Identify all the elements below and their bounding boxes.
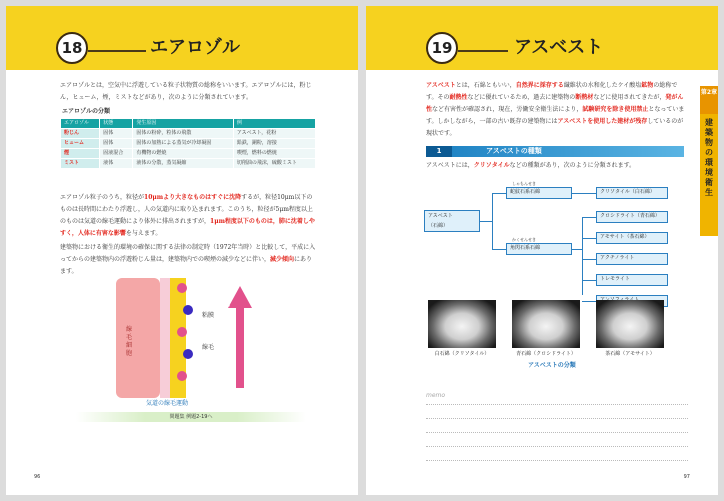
table-cell: 固体の加熱による蒸気が冷却凝固: [133, 139, 234, 149]
table-header-cell: エアロゾル: [61, 119, 100, 129]
highlight-text: 試験研究を除き使用禁止: [582, 106, 649, 113]
text-segment: アスベストには，: [426, 162, 474, 169]
table-cell: 喫煙，燃料の燃焼: [233, 149, 315, 159]
tree-connector: [582, 259, 596, 260]
tree-connector: [572, 249, 582, 250]
particle-dot: [177, 371, 187, 381]
highlight-text: 鉱物: [641, 82, 654, 89]
title-rule: [88, 50, 146, 52]
text-segment: の総称です。その: [426, 82, 678, 101]
highlight-text: 減少傾向: [270, 256, 295, 263]
cilia-cells-label: 線毛細胞: [126, 326, 133, 357]
section-number: 1: [426, 146, 452, 157]
tree-root-box: アスベスト （石綿）: [424, 210, 480, 232]
highlight-text: 断熱材: [575, 94, 594, 101]
tree-connector: [492, 249, 506, 250]
tree-connector: [582, 238, 596, 239]
text-segment: にあります。: [60, 256, 313, 275]
branch2-reading: かくせんせき: [512, 237, 536, 242]
table-cell: 有機物の燃焼: [133, 149, 234, 159]
memo-line[interactable]: [426, 460, 688, 461]
table-header-cell: 状態: [100, 119, 133, 129]
photo-caption: 青石綿（クロシドライト）: [516, 351, 576, 357]
figure-caption: 気道の線毛運動: [146, 400, 189, 407]
table-cell: 鉛鉄，銅粉，溶接: [233, 139, 315, 149]
text-segment: とは，石綿ともいい，: [455, 82, 516, 89]
section-intro: [426, 160, 688, 172]
chapter-sidebar-title: 建築物の環境衛生: [705, 118, 713, 197]
table-row: [61, 149, 316, 159]
text-segment: 繊維状の水和化したケイ酸塩: [563, 82, 642, 89]
text-segment: などに使用されてきたが，: [593, 94, 666, 101]
table-cell: 煙: [61, 149, 100, 159]
tree-connector: [582, 301, 596, 302]
highlight-text: 1μm程度以下のものは，肺に沈着しやすく，人体に有害な影響: [60, 218, 315, 237]
chapter-number-badge: 18: [56, 32, 88, 64]
highlight-text: 10μmより大きなものはすぐに沈降: [144, 194, 242, 201]
tree-connector: [480, 221, 492, 222]
figure-caption: アスベストの分類: [528, 362, 576, 369]
memo-line[interactable]: [426, 432, 688, 433]
tree-connector: [582, 217, 583, 295]
tree-connector: [492, 193, 493, 250]
highlight-text: アスベストを使用した建材が残存: [557, 118, 648, 125]
amphibole-type-box: アモサイト（茶石綿）: [596, 232, 668, 244]
branch1-reading: しゃもんせき: [512, 181, 536, 186]
table-caption: エアロゾルの分類: [62, 108, 111, 115]
page-number: 96: [34, 474, 41, 480]
chapter-tab[interactable]: 第2章: [700, 86, 718, 114]
particle-dot: [177, 327, 187, 337]
table-row: [61, 129, 316, 139]
highlight-text: 耐熱性: [449, 94, 468, 101]
outward-label: 体外へ: [224, 302, 231, 325]
highlight-text: アスベスト: [426, 82, 456, 89]
photo-caption: 白石綿（クリソタイル）: [434, 351, 490, 357]
table-cell: アスベスト，花粉: [233, 129, 315, 139]
blue-asbestos-photo: [512, 300, 580, 348]
aerosol-table: [60, 118, 316, 169]
chapter-number-badge: 19: [426, 32, 458, 64]
tree-connector: [582, 217, 596, 218]
table-header-cell: 発生原因: [133, 119, 234, 129]
photo-caption: 茶石綿（アモサイト）: [605, 351, 655, 357]
amphibole-type-box: クロシドライト（青石綿）: [596, 211, 668, 223]
table-cell: 液体の分散，蒸気凝縮: [133, 159, 234, 169]
amphibole-type-box: アクチノライト: [596, 253, 668, 265]
white-asbestos-photo: [428, 300, 496, 348]
particle-dot: [177, 283, 187, 293]
problem-book-reference[interactable]: 問題集 例題2-19へ: [76, 412, 306, 422]
table-header-cell: 例: [233, 119, 315, 129]
title-rule: [458, 50, 508, 52]
mucus-label: 粘膜: [202, 312, 215, 319]
chrysotile-box: クリソタイル（白石綿）: [596, 187, 668, 199]
cilia-cell-layer: [116, 278, 160, 398]
asbestos-paragraph: [426, 80, 688, 140]
cilia-layer: [160, 278, 170, 398]
memo-line[interactable]: [426, 418, 688, 419]
intro-paragraph: エアロゾルとは，空気中に浮遊している粒子状物質の総称をいいます。エアロゾルには，粉じん，ヒューム，煙，ミストなどがあり，次のように分類されています。: [60, 82, 312, 101]
amphibole-type-box: トレモライト: [596, 274, 668, 286]
page-title: エアロゾル: [150, 37, 240, 58]
right-page: [366, 6, 718, 495]
table-cell: 切削油の飛沫，硫酸ミスト: [233, 159, 315, 169]
memo-label: memo: [426, 392, 446, 399]
highlight-text: クリソタイル: [473, 162, 510, 169]
section-title: アスベストの種類: [486, 147, 542, 155]
particle-dot: [183, 349, 193, 359]
table-row: [61, 139, 316, 149]
serpentine-box: 蛇紋石系石綿: [506, 187, 572, 199]
text-segment: などの種類があり，次のように分類されます。: [509, 162, 636, 169]
table-cell: 粉じん: [61, 129, 100, 139]
brown-asbestos-photo: [596, 300, 664, 348]
amphibole-box: 角閃石系石綿: [506, 243, 572, 255]
cilia-label: 線毛: [202, 344, 215, 351]
table-cell: 固体: [100, 139, 133, 149]
section-header: [426, 146, 684, 157]
highlight-text: 発がん性: [426, 94, 684, 113]
table-cell: 固体: [100, 129, 133, 139]
table-cell: 固液混合: [100, 149, 133, 159]
text-segment: エアロゾル粒子のうち，粒径が: [60, 194, 145, 201]
text-segment: するが，粒径10μm以下のものは長時間にわたり浮遊し，人の気道内に取り込まれます。このうち，粒径が5μm程度以上のものは気道の線毛運動により体外に排出されますが，: [60, 194, 313, 225]
table-row: [61, 159, 316, 169]
table-cell: 固体の粉砕，粒体の飛散: [133, 129, 234, 139]
table-cell: ヒューム: [61, 139, 100, 149]
dust-trend-paragraph: [60, 242, 316, 278]
tree-connector: [572, 193, 596, 194]
table-cell: 液体: [100, 159, 133, 169]
particle-dot: [183, 305, 193, 315]
memo-line[interactable]: [426, 404, 688, 405]
text-segment: などに優れているため，過去に建築物の: [467, 94, 576, 101]
page-title: アスベスト: [514, 37, 604, 58]
page-number: 97: [683, 474, 690, 480]
tree-connector: [492, 193, 506, 194]
table-cell: ミスト: [61, 159, 100, 169]
particle-paragraph: [60, 192, 316, 240]
text-segment: 建築物における衛生的環境の確保に関する法律の制定時（1972年当時）と比較して，平成に入ってからの建築物内の浮遊粉じん量は，建築物内での喫煙の減少などに伴い，: [60, 244, 316, 263]
text-segment: を与えます。: [125, 230, 162, 237]
highlight-text: 自然界に採存する: [515, 82, 564, 89]
memo-line[interactable]: [426, 446, 688, 447]
text-segment: となっています。しかしながら，一部の古い既存の建築物には: [426, 106, 685, 125]
tree-connector: [582, 280, 596, 281]
text-segment: しているのが現状です。: [426, 118, 684, 137]
text-segment: など有害性が確認され，現在，労働安全衛生法により，: [432, 106, 583, 113]
airway-cilia-figure: [116, 278, 266, 410]
left-page: [6, 6, 358, 495]
